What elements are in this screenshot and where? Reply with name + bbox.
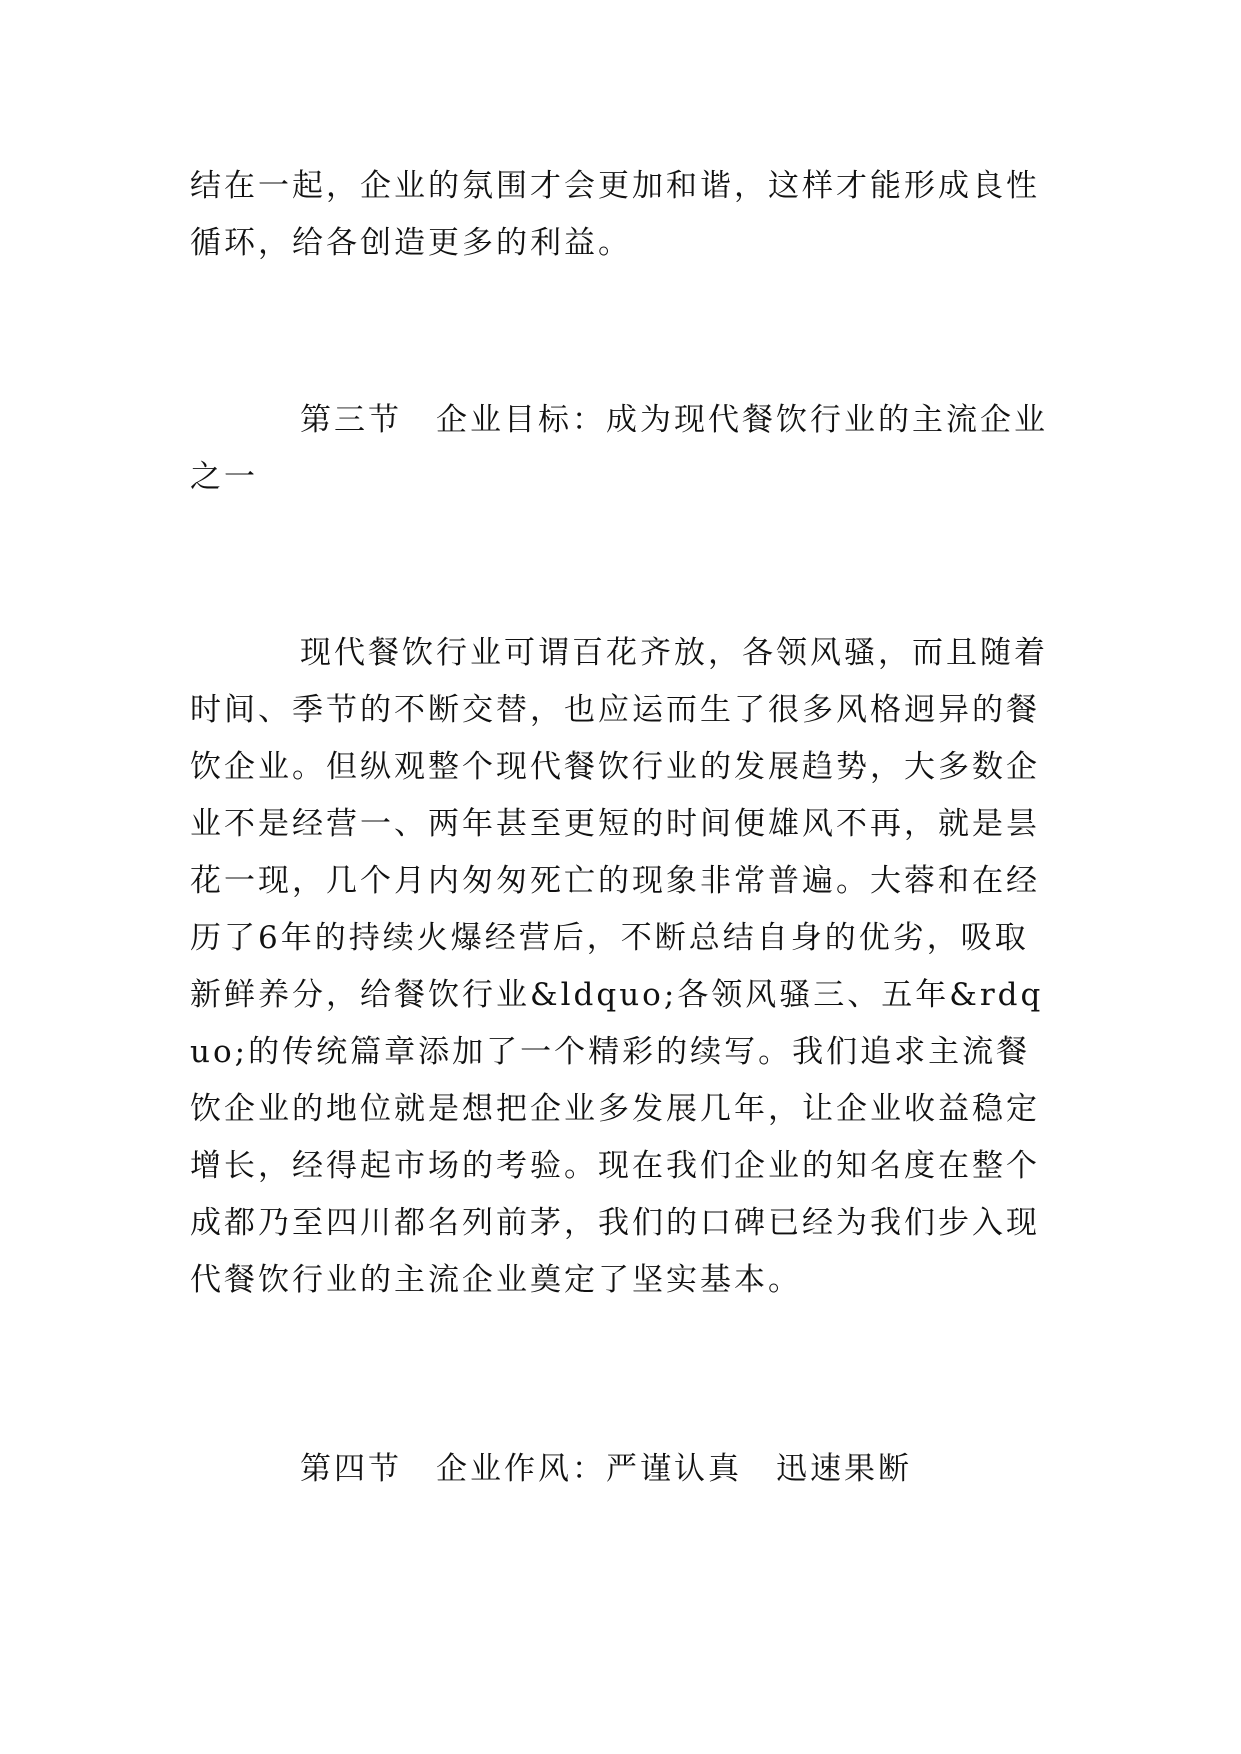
intro-paragraph: 结在一起，企业的氛围才会更加和谐，这样才能形成良性循环，给各创造更多的利益。 [190, 168, 1040, 261]
section-3-heading: 第三节 企业目标：成为现代餐饮行业的主流企业之一 [190, 402, 1048, 495]
section-3-body-paragraph: 现代餐饮行业可谓百花齐放，各领风骚，而且随着时间、季节的不断交替，也应运而生了很多风格迥异的餐饮企业。但纵观整个现代餐饮行业的发展趋势，大多数企业不是经营一、两年甚至更短的时间便雄风不再，就是昙花一现，几个月内匆匆死亡的现象非常普遍。大蓉和在经历了6年的持续火爆经营后，不断总结自身的优劣，吸取新鲜养分，给餐饮行业&ldquo;各领风骚三、五年&rdquo;的传统篇章添加了一个精彩的续写。我们追求主流餐饮企业的地位就是想把企业多发展几年，让企业收益稳定增长，经得起市场的考验。现在我们企业的知名度在整个成都乃至四川都名列前茅，我们的口碑已经为我们步入现代餐饮行业的主流企业奠定了坚实基本。 [190, 635, 1048, 1298]
section-4-heading: 第四节 企业作风：严谨认真 迅速果断 [300, 1451, 912, 1487]
